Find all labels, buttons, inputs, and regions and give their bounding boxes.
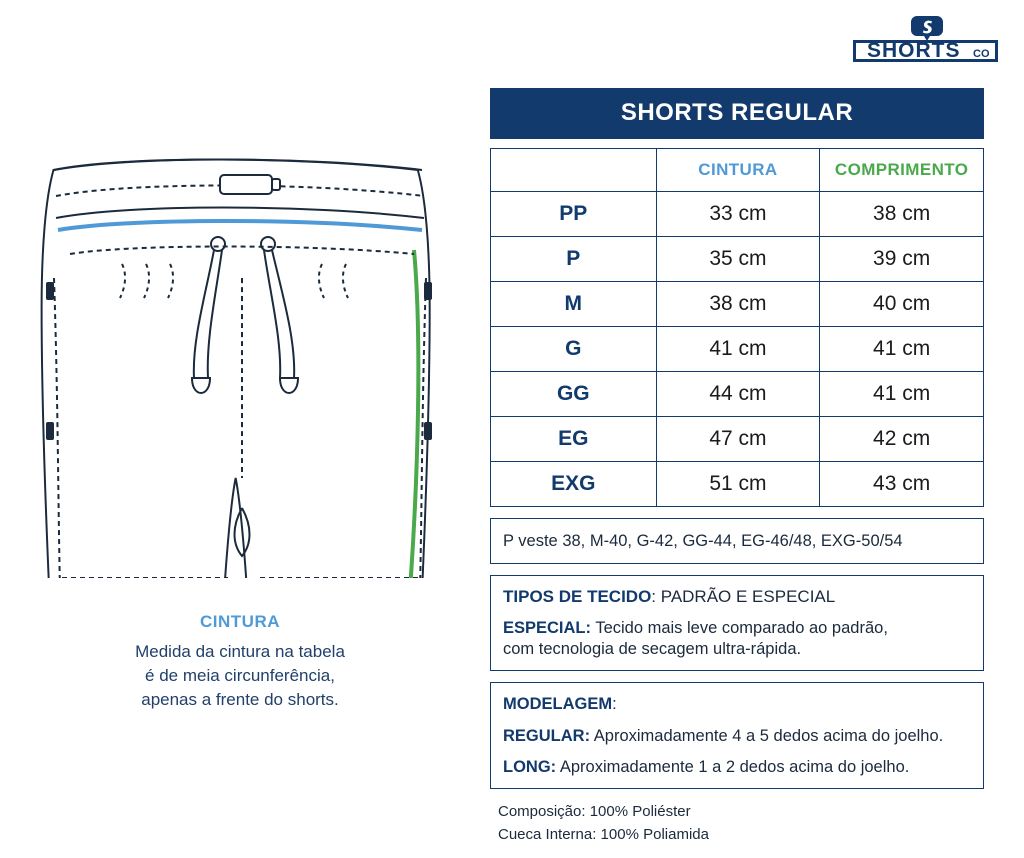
modelagem-regular-label: REGULAR: [503,726,591,745]
length-measure-line [410,250,418,578]
tecido-title-rest: : PADRÃO E ESPECIAL [651,587,836,607]
cell-cintura: 41 cm [656,327,820,372]
cell-comprimento: 38 cm [820,192,984,237]
modelagem-title-line [503,693,971,715]
table-row [491,282,984,327]
tecido-especial-label: ESPECIAL: [503,619,592,638]
waist-measure-line [58,221,422,230]
size-panel [490,88,984,789]
veste-note: P veste 38, M-40, G-42, GG-44, EG-46/48, EXG-50/54 [503,532,903,550]
modelagem-box [490,682,984,789]
table-header-cintura: CINTURA [656,149,820,192]
tecido-title: TIPOS DE TECIDO [503,587,652,607]
tecido-especial-line [503,618,971,660]
size-table [490,148,984,507]
table-header-row [491,149,984,192]
caption-line-2: é de meia circunferência, [145,666,335,686]
modelagem-title: MODELAGEM [503,695,613,714]
waist-caption [20,612,460,712]
cell-size: EXG [491,462,657,507]
table-header-empty [491,149,657,192]
cell-size: G [491,327,657,372]
cell-cintura: 51 cm [656,462,820,507]
svg-text:SHORTS: SHORTS [867,39,961,62]
seahorse-icon [911,16,943,41]
cell-comprimento: 41 cm [820,327,984,372]
svg-text:CO: CO [973,48,990,60]
footer-notes [498,800,709,847]
table-row [491,372,984,417]
cell-cintura: 44 cm [656,372,820,417]
table-header-comprimento: COMPRIMENTO [820,149,984,192]
modelagem-long-text: Aproximadamente 1 a 2 dedos acima do joelho. [559,757,910,776]
table-row [491,327,984,372]
modelagem-long-label: LONG: [503,757,557,776]
cell-comprimento: 39 cm [820,237,984,282]
cell-cintura: 33 cm [656,192,820,237]
caption-line-1: Medida da cintura na tabela [135,642,345,661]
cell-comprimento: 41 cm [820,372,984,417]
table-row [491,417,984,462]
cell-comprimento: 43 cm [820,462,984,507]
cell-cintura: 47 cm [656,417,820,462]
modelagem-regular-line [503,725,971,747]
cell-size: M [491,282,657,327]
caption-title: CINTURA [200,612,280,631]
modelagem-long-line [503,756,971,778]
veste-note-box [490,518,984,564]
tecido-especial-text-1: Tecido mais leve comparado ao padrão, [595,619,888,638]
table-row [491,237,984,282]
cell-comprimento: 40 cm [820,282,984,327]
tecido-especial-text-2: com tecnologia de secagem ultra-rápida. [503,640,802,659]
shorts-illustration [10,78,470,578]
cell-size: P [491,237,657,282]
table-row [491,192,984,237]
cell-size: EG [491,417,657,462]
modelagem-title-rest: : [612,695,617,714]
table-row [491,462,984,507]
cell-size: PP [491,192,657,237]
cueca-note: Cueca Interna: 100% Poliamida [498,826,709,844]
cell-cintura: 35 cm [656,237,820,282]
tecido-box [490,575,984,671]
brand-logo [853,14,998,66]
cell-cintura: 38 cm [656,282,820,327]
modelagem-regular-text: Aproximadamente 4 a 5 dedos acima do joelho. [593,726,944,745]
composicao-note: Composição: 100% Poliéster [498,803,691,820]
panel-title: SHORTS REGULAR [490,88,984,139]
cell-size: GG [491,372,657,417]
caption-line-3: apenas a frente do shorts. [141,690,339,710]
tecido-title-line [503,586,971,609]
cell-comprimento: 42 cm [820,417,984,462]
